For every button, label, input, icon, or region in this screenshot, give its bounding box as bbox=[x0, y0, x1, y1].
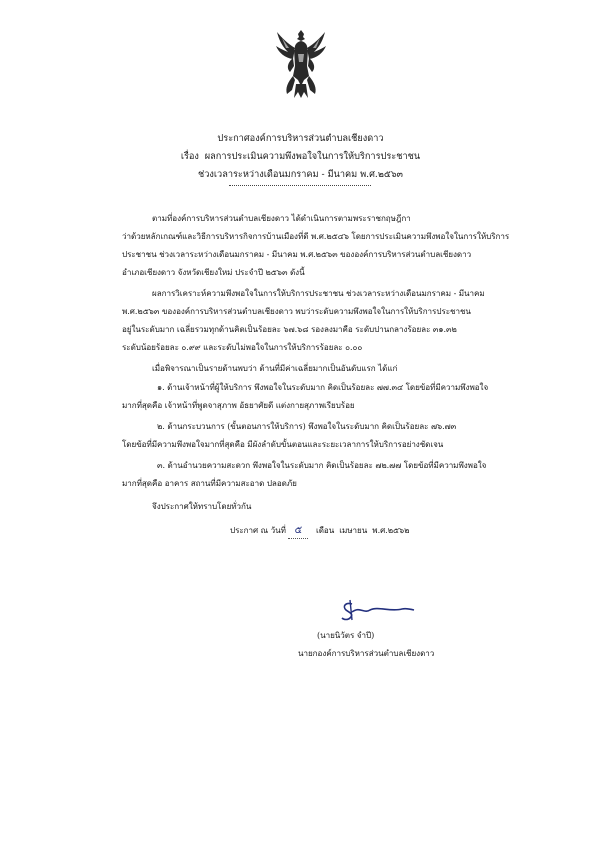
organization-heading: ประกาศองค์การบริหารส่วนตำบลเชียงดาว bbox=[217, 133, 384, 144]
closing-text: จึงประกาศให้ทราบโดยทั่วกัน bbox=[152, 501, 252, 511]
list-item: โดยข้อที่มีความพึงพอใจมากที่สุดคือ มีผังลำดับขั้นตอนและระยะเวลาการให้บริการอย่างชัดเจน bbox=[122, 439, 444, 449]
handwritten-signature bbox=[338, 596, 418, 624]
paragraph-line: ผลการวิเคราะห์ความพึงพอใจในการให้บริการประชาชน ช่วงเวลาระหว่างเดือนมกราคม - มีนาคม bbox=[152, 288, 485, 298]
date-year: พ.ศ.๒๕๖๒ bbox=[372, 525, 410, 535]
paragraph-line: ตามที่องค์การบริหารส่วนตำบลเชียงดาว ได้ดำเนินการตามพระราชกฤษฎีกา bbox=[152, 213, 411, 223]
list-item: ๓. ด้านอำนวยความสะดวก พึงพอใจในระดับมาก คิดเป็นร้อยละ ๗๒.๗๗ โดยข้อที่มีความพึงพอใจ bbox=[157, 460, 487, 470]
period-heading: ช่วงเวลาระหว่างเดือนมกราคม - มีนาคม พ.ศ.๒๕๖๓ bbox=[198, 169, 403, 180]
paragraph-line: ประชาชน ช่วงเวลาระหว่างเดือนมกราคม - มีนาคม พ.ศ.๒๕๖๓ ขององค์การบริหารส่วนตำบลเชียงดาว bbox=[122, 249, 472, 259]
paragraph-line: อยู่ในระดับมาก เฉลี่ยรวมทุกด้านคิดเป็นร้อยละ ๖๗.๖๘ รองลงมาคือ ระดับปานกลางร้อยละ ๓๑.๓๒ bbox=[122, 324, 457, 334]
list-item: ๑. ด้านเจ้าหน้าที่ผู้ให้บริการ พึงพอใจในระดับมาก คิดเป็นร้อยละ ๗๗.๓๔ โดยข้อที่มีความพึงพอใจ bbox=[157, 382, 489, 392]
date-month: เมษายน bbox=[339, 525, 368, 535]
list-item: มากที่สุดคือ เจ้าหน้าที่พูดจาสุภาพ อัธยาศัยดี แต่งกายสุภาพเรียบร้อย bbox=[122, 400, 355, 410]
announcement-date bbox=[230, 523, 409, 539]
date-prefix: ประกาศ ณ วันที่ bbox=[230, 525, 286, 535]
paragraph-line: ว่าด้วยหลักเกณฑ์และวิธีการบริหารกิจการบ้านเมืองที่ดี พ.ศ.๒๕๔๖ โดยการประเมินความพึงพอใจในการให้บริการ bbox=[122, 231, 510, 241]
signatory-name: (นายนิวัตร จำปี) bbox=[317, 630, 375, 640]
list-item: มากที่สุดคือ อาคาร สถานที่มีความสะอาด ปลอดภัย bbox=[122, 478, 297, 488]
subject-heading bbox=[0, 149, 601, 164]
header-divider bbox=[229, 185, 371, 186]
paragraph-line: พ.ศ.๒๕๖๓ ขององค์การบริหารส่วนตำบลเชียงดาว พบว่าระดับความพึงพอใจในการให้บริการประชาชน bbox=[122, 306, 471, 316]
date-month-label: เดือน bbox=[316, 525, 335, 535]
garuda-emblem-icon bbox=[274, 28, 328, 100]
subject-text: ผลการประเมินความพึงพอใจในการให้บริการประชาชน bbox=[204, 151, 421, 162]
paragraph-line: ระดับน้อยร้อยละ ๐.๙๙ และระดับไม่พอใจในการให้บริการร้อยละ ๐.๐๐ bbox=[122, 342, 363, 352]
signatory-position: นายกองค์การบริหารส่วนตำบลเชียงดาว bbox=[298, 648, 435, 658]
list-item: ๒. ด้านกระบวนการ (ขั้นตอนการให้บริการ) พึงพอใจในระดับมาก คิดเป็นร้อยละ ๗๖.๗๓ bbox=[157, 421, 457, 431]
subject-label: เรื่อง bbox=[180, 151, 199, 162]
date-day: ๕ bbox=[288, 523, 308, 539]
paragraph-line: เมื่อพิจารณาเป็นรายด้านพบว่า ด้านที่มีค่าเฉลี่ยมากเป็นอันดับแรก ได้แก่ bbox=[152, 363, 398, 373]
paragraph-line: อำเภอเชียงดาว จังหวัดเชียงใหม่ ประจำปี ๒๕๖๓ ดังนี้ bbox=[122, 267, 305, 277]
